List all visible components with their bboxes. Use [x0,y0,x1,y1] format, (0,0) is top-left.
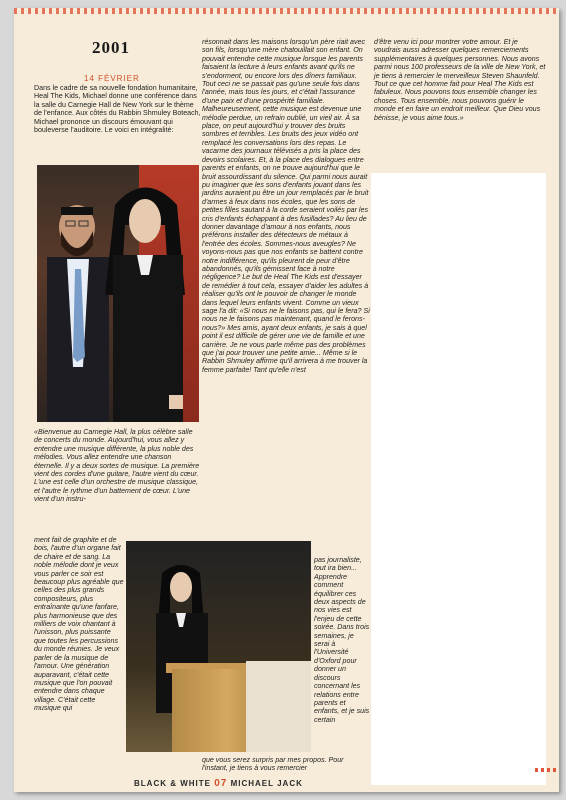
magazine-page [14,8,559,792]
speech-paragraph-1: «Bienvenue au Carnegie Hall, la plus célèbre salle de concerts du monde. Aujourd'hui, vous allez y entendre une musique différente, la plus noble des mélodies. Vous allez entendre une chanson éternelle. Il y a deux sortes de musique. La première vient des cordes d'une guitare, l'autre vient du cœur. L'une est celle d'un orchestre de musique classique, et l'autre le rythme d'un battement de cœur. L'une vient d'un instru- [34,428,200,504]
right-dotted-accent [535,768,559,772]
middle-column-ending: que vous serez surpris par mes propos. Pour l'instant, je tiens à vous remercier [202,756,344,773]
page-footer [134,778,303,789]
top-dotted-border [14,8,559,14]
right-column-text: d'être venu ici pour montrer votre amour. Et je voudrais aussi adresser quelques remerciements supplémentaires à quelques personnes. Nous avons parmi nous 100 professeurs de la ville de New York, et je tiens à remercier le merveilleux Steven Shaunfeld. Tout ce que cet homme fait pour Heal The Kids est fabuleux. Nous pouvons tous ensemble changer les choses. Tous ensemble, nous pouvons guérir le monde et en faire un endroit meilleur. Que Dieu vous bénisse, je vous aime tous.» [374,38,546,122]
middle-column-text: résonnait dans les maisons lorsqu'un père riait avec son fils, lorsqu'une mère chatouillait son enfant. On pouvait entendre cette musique lorsque les parents faisaient la lecture à leurs enfants avant qu'ils ne s'endorment, ou encore lors des dîners familiaux. Tout ceci ne se passait pas qu'une seule fois dans l'année, mais tous les jours, et c'était l'assurance d'une paix et d'une prospérité familiale. Malheureusement, cette musique est devenue une mélodie perdue, un refrain oublié, un vieil air. À sa place, on peut aujourd'hui y trouver des bruits sombres et terribles. Les bruits des jeux vidéo ont remplacé les conversations lors des repas. Le vacarme des journaux télévisés a pris la place des devoirs scolaires. Et, à la place des dialogues entre parents et enfants, on ne trouve aujourd'hui que le bruit assourdissant du silence. Qui parmi nous aurait pu imaginer que les sons d'enfants jouant dans les jardins auraient pu être un jour remplacés par le bruit d'armes à feux dans nos écoles, que les sons de petites filles sautant à la corde seraient voilés par les cris d'enfants échappant à des fusillades? Au lieu de donner davantage d'amour à nos enfants, nous préférons installer des détecteurs de métaux à l'entrée des écoles. Sommes-nous aveugles? Ne voyons-nous pas que nos enfants se battent contre notre indifférence, qu'ils pleurent de peur d'être abandonnés, qu'ils gémissent face à notre négligence? Le but de Heal The Kids est d'essayer de remédier à tout cela, essayer d'aider les adultes à réaliser qu'ils ont le pouvoir de changer le monde dans lequel leurs enfants vivent. Comme un vieux sage l'a dit: «Si nous ne le faisons pas, qui le fera? Si nous ne le faisons pas maintenant, quand le ferons-nous?» Mes amis, ayant deux enfants, je sais à quel point il est difficile de gérer une vie de famille et une carrière. Je ne vous parle même pas des problèmes que j'ai pour trouver une petite amie... Même si le Rabbin Shmuley affirme qu'il arrivera à me trouver la femme parfaite! Tant qu'elle n'est [202,38,370,374]
photo-michael-and-rabbi [37,165,199,422]
michael-figure [95,175,195,422]
speech-paragraph-2: ment fait de graphite et de bois, l'autre d'un organe fait de chaire et de sang. La noble mélodie dont je veux vous parler ce soir est beaucoup plus agréable que celles des plus grands compositeurs, plus entraînante qu'une fanfare, plus harmonieuse que des milliers de voix chantant à l'unisson, plus puissante que toutes les percussions du monde réunies. Je veux parler de la musique de l'amour. Une génération auparavant, c'était cette musique que l'on pouvait entendre dans chaque village. C'était cette musique qui [34,536,124,713]
footer-left: BLACK & WHITE [134,779,215,788]
heal-the-kids-banner [246,661,311,752]
footer-right: MICHAEL JACK [230,779,303,788]
middle-column-narrow-text: pas journaliste, tout ira bien... Apprendre comment équilibrer ces deux aspects de nos vies est l'enjeu de cette soirée. Dans trois semaines, je serai à l'Université d'Oxford pour donner un discours concernant les relations entre parents et enfants, et je suis certain [314,556,370,724]
page-number: 07 [214,778,228,789]
photo-podium-speech [126,541,311,752]
date-label: 14 FÉVRIER [84,74,140,83]
page-title: 2001 [92,38,130,57]
blank-white-area [371,173,546,785]
intro-paragraph: Dans le cadre de sa nouvelle fondation humanitaire, Heal The Kids, Michael donne une conférence dans la salle du Carnegie Hall de New York sur le thème de l'enfance. Aux côtés du Rabbin Shmuley Boteach, Michael prononce un discours émouvant qui bouleverse l'auditoire. Le voici en intégralité: [34,84,201,135]
